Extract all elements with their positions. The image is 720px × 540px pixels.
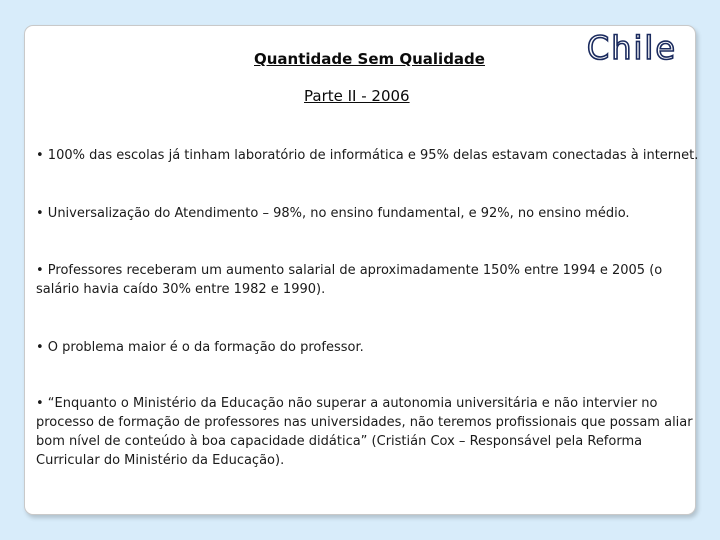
slide-title: Quantidade Sem Qualidade [254,50,485,68]
bullet-item: • 100% das escolas já tinham laboratório de informática e 95% delas estavam conectadas à internet. [36,148,699,163]
bullet-item: • Universalização do Atendimento – 98%, no ensino fundamental, e 92%, no ensino médio. [36,206,630,221]
slide [24,25,699,515]
bullet-item: • Professores receberam um aumento salarial de aproximadamente 150% entre 1994 e 2005 (o salário havia caído 30% entre 1982 e 1990). [36,263,663,297]
slide-subtitle: Parte II - 2006 [304,87,410,105]
bullet-item: • “Enquanto o Ministério da Educação não superar a autonomia universitária e não intervier no processo de formação de professores nas universidades, não teremos profissionais que possam aliar bom nível de conteúdo à boa capacidade didática” (Cristián Cox – Responsável pela Reforma Curricular do Ministério da Educação). [36,396,693,468]
chile-logo: Chile [586,29,677,67]
bullet-item: • O problema maior é o da formação do professor. [36,340,364,355]
